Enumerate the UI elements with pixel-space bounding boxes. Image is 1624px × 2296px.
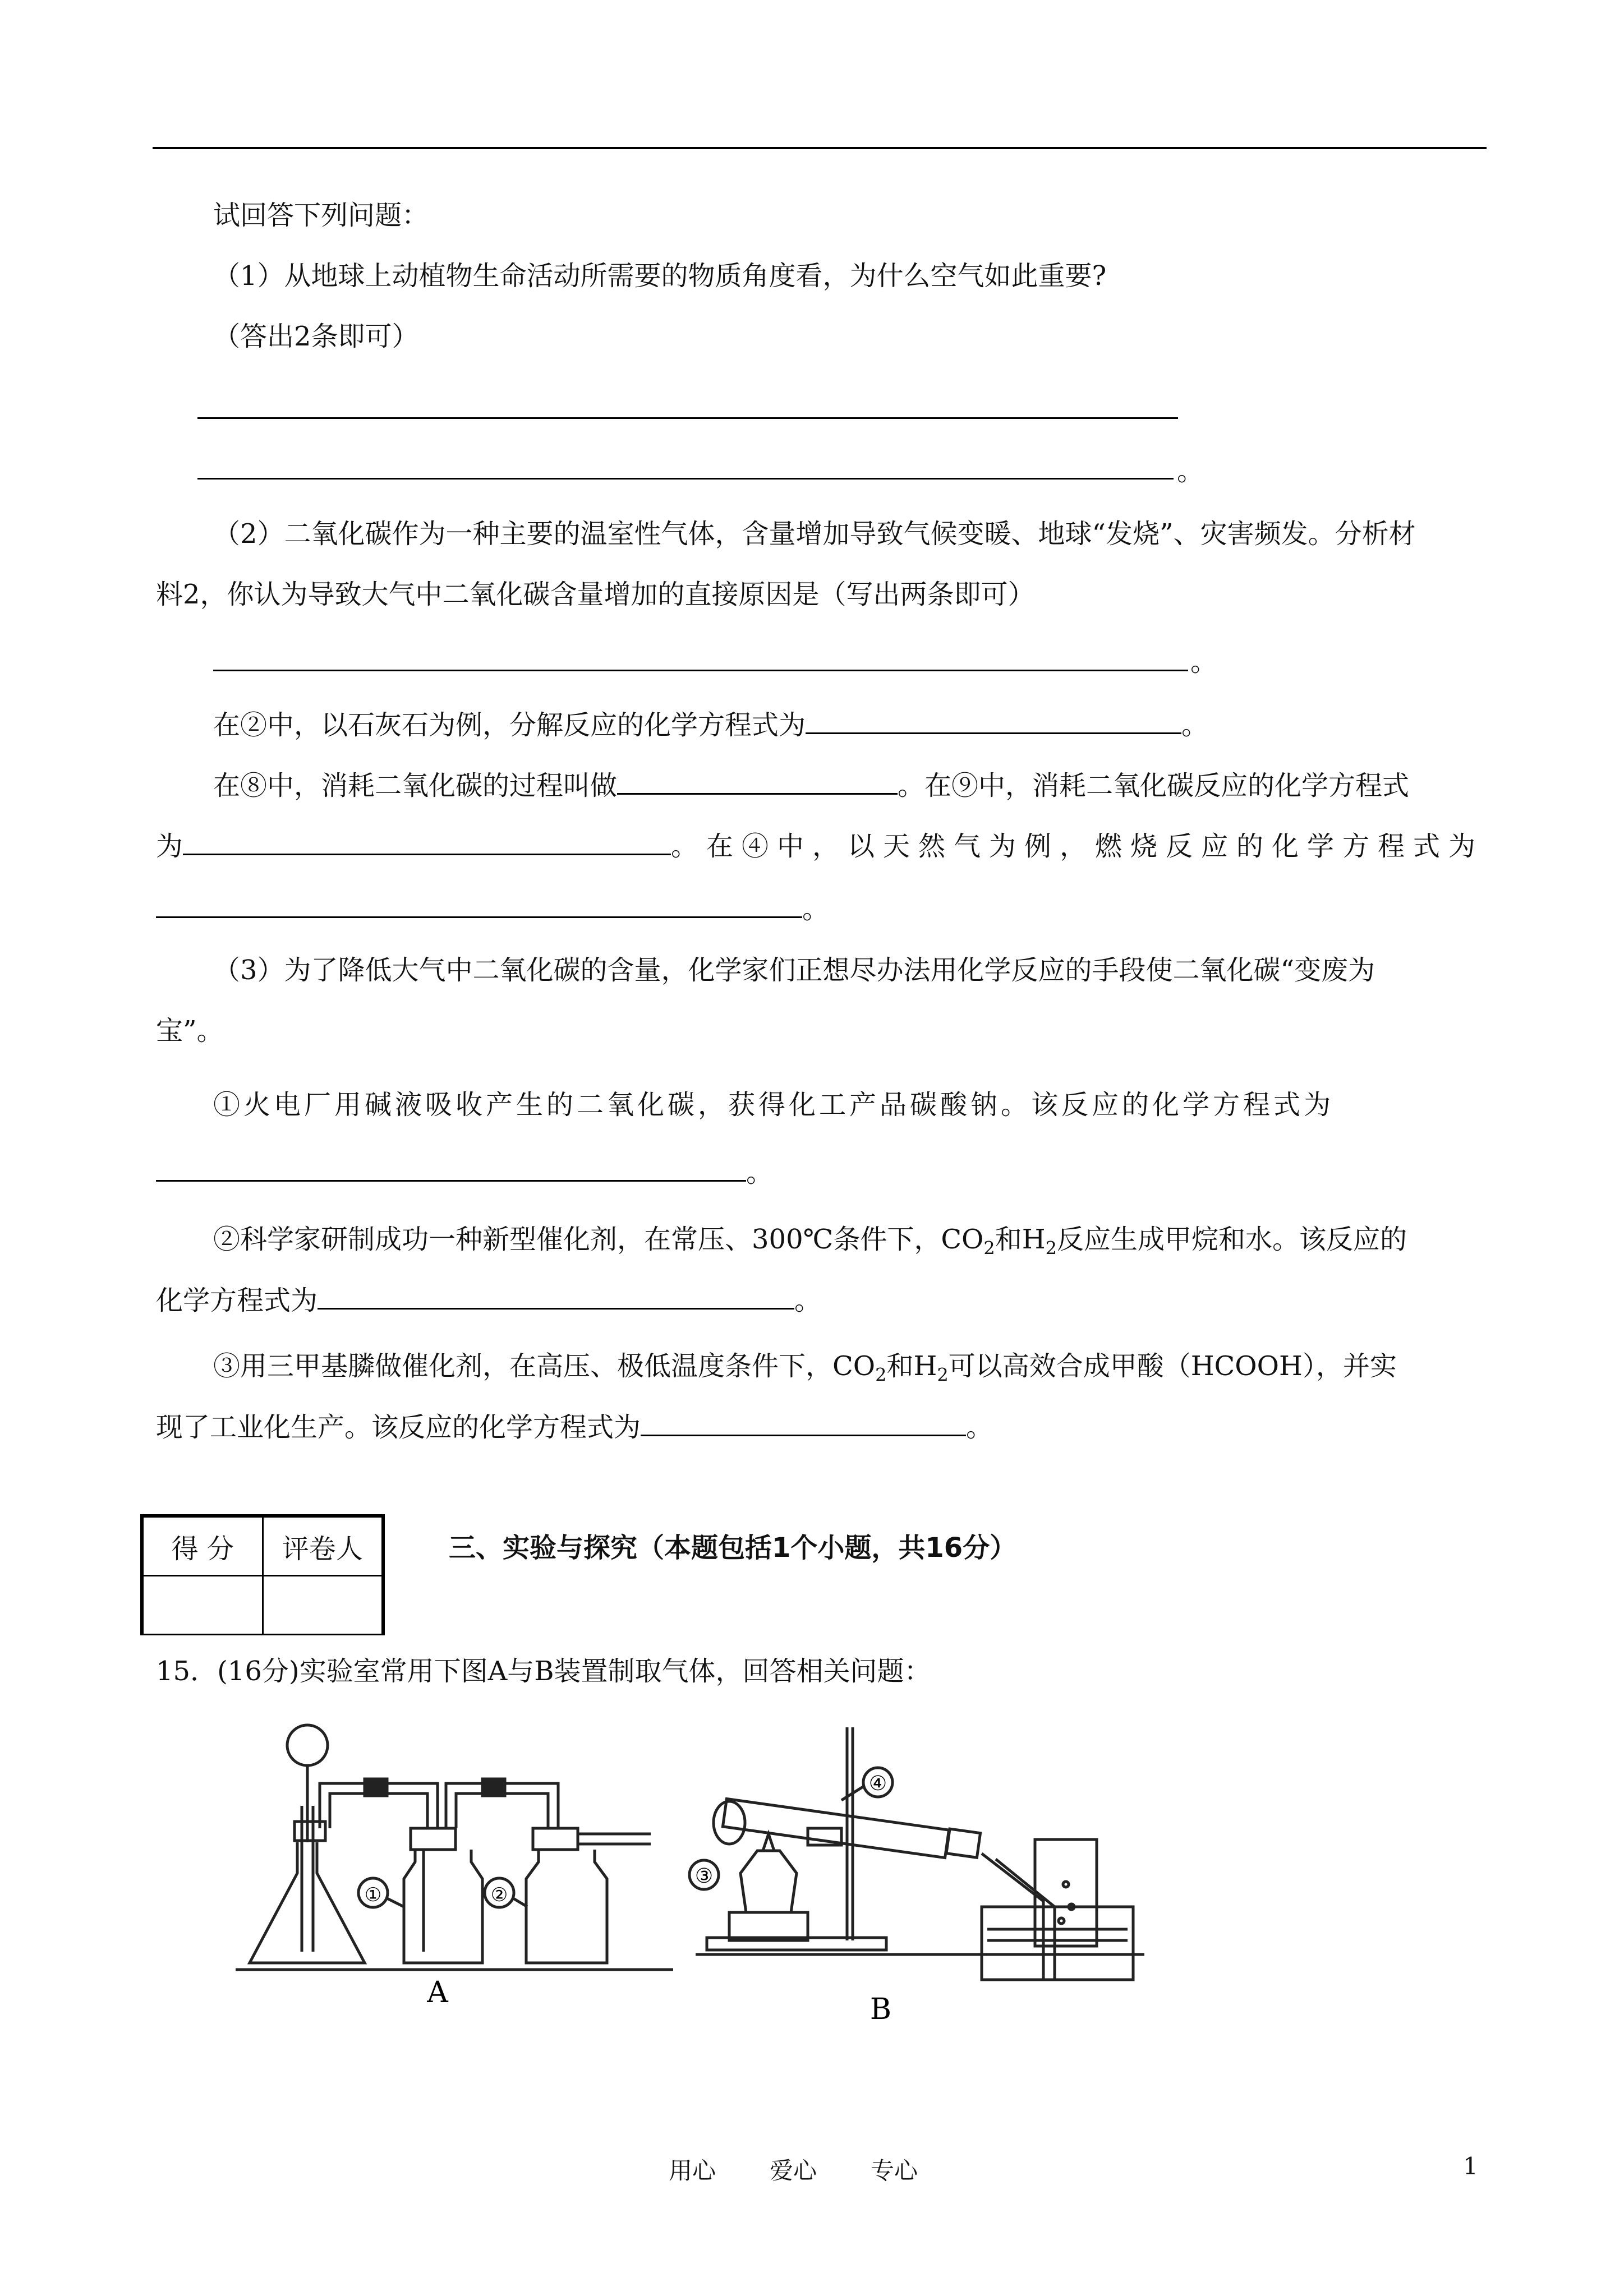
q2-text: （2）二氧化碳作为一种主要的温室性气体，含量增加导致气候变暖、地球“发烧”、灾害频发。分析材 [213, 518, 1416, 550]
label-4: ④ [868, 1772, 887, 1795]
q3-item1-line: 。 [156, 1155, 773, 1190]
q2-s9-text: 为 。在④中，以天然气为例，燃烧反应的化学方程式为 [156, 829, 1484, 863]
answer-blank[interactable] [641, 1410, 966, 1436]
answer-blank[interactable] [617, 768, 898, 795]
q3-item1: ①火电厂用碱液吸收产生的二氧化碳，获得化工产品碳酸钠。该反应的化学方程式为 [213, 1089, 1335, 1121]
q2-s8-text: 在⑧中，消耗二氧化碳的过程叫做 。在⑨中，消耗二氧化碳反应的化学方程式 [213, 768, 1409, 803]
q3-item3: ③用三甲基膦做催化剂，在高压、极低温度条件下，$CO_2$和$H_2$可以高效合成甲酸（HCOOH），并实 [213, 1350, 1397, 1386]
answer-blank[interactable] [156, 1155, 746, 1182]
answer-line[interactable] [197, 478, 1174, 480]
grader-header: 评卷人 [263, 1517, 383, 1576]
q2-s4-line: 。 [156, 892, 829, 926]
period: 。 [1177, 455, 1204, 487]
apparatus-b-figure [684, 1716, 1161, 2030]
section-heading: 三、实验与探究（本题包括1个小题，共16分） [449, 1532, 1017, 1564]
q1-text: （1）从地球上动植物生命活动所需要的物质角度看，为什么空气如此重要? [213, 260, 1107, 292]
q2-text-cont: 料2，你认为导致大气中二氧化碳含量增加的直接原因是（写出两条即可） [156, 579, 1035, 610]
label-1: ① [364, 1884, 382, 1906]
q2-s2-text: 在②中，以石灰石为例，分解反应的化学方程式为 。 [213, 708, 1208, 742]
header-rule [153, 147, 1487, 149]
q3-item2: ②科学家研制成功一种新型催化剂，在常压、300℃条件下，$CO_2$和$H_2$反应生成甲烷和水。该反应的 [213, 1224, 1407, 1259]
q3-item3-line2: 现了工业化生产。该反应的化学方程式为 。 [156, 1410, 993, 1444]
q1-hint: （答出2条即可） [213, 321, 419, 352]
q3-text-cont: 宝”。 [156, 1015, 224, 1046]
footer-word-2: 爱心 [770, 2157, 817, 2184]
answer-blank[interactable] [183, 829, 671, 855]
grader-cell[interactable] [263, 1576, 383, 1635]
answer-blank[interactable] [156, 892, 802, 918]
apparatus-a-figure [236, 1716, 673, 2008]
figure-a-label: A [427, 1976, 448, 2008]
footer-word-1: 用心 [669, 2157, 716, 2184]
period: 。 [1190, 646, 1218, 677]
q3-text: （3）为了降低大气中二氧化碳的含量，化学家们正想尽办法用化学反应的手段使二氧化碳“变废为 [213, 955, 1375, 986]
score-header: 得 分 [143, 1517, 263, 1576]
q15-text: 15．(16分)实验室常用下图A与B装置制取气体，回答相关问题： [156, 1656, 931, 1687]
figure-b-label: B [869, 1993, 892, 2026]
answer-line[interactable] [197, 417, 1178, 419]
answer-line[interactable] [213, 670, 1188, 671]
score-cell[interactable] [143, 1576, 263, 1635]
label-2: ② [490, 1884, 508, 1906]
answer-blank[interactable] [806, 708, 1181, 734]
answer-blank[interactable] [318, 1283, 794, 1310]
q3-item2-line2: 化学方程式为 。 [156, 1283, 821, 1317]
intro-text: 试回答下列问题： [213, 200, 429, 231]
label-3: ③ [694, 1865, 714, 1888]
score-table [140, 1514, 385, 1635]
footer-word-3: 专心 [871, 2157, 918, 2184]
page-number: 1 [1463, 2152, 1478, 2180]
